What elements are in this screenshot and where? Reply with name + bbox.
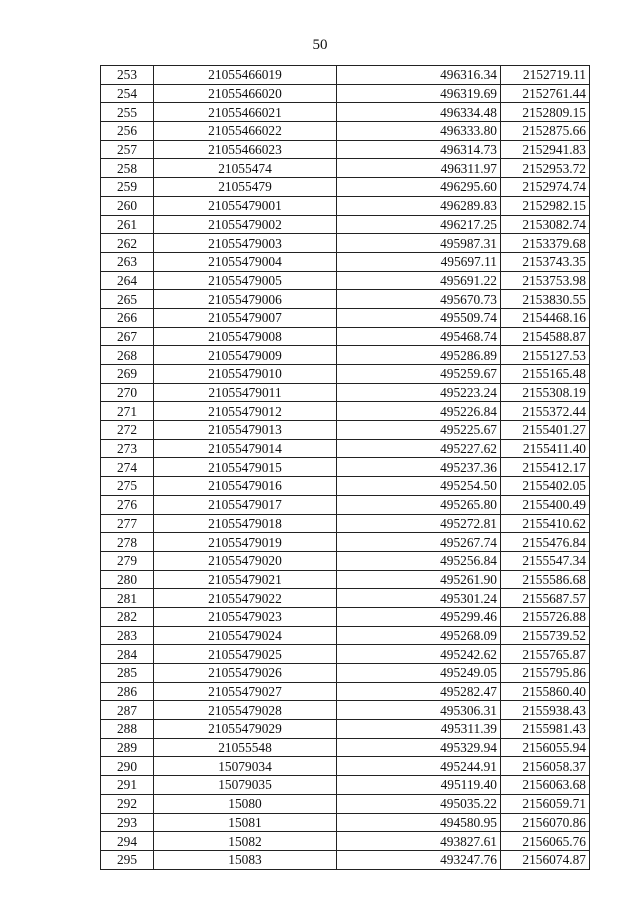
table-row (101, 122, 590, 141)
point-id-cell: 21055479010 (154, 365, 337, 384)
x-coordinate-cell: 495265.80 (337, 495, 501, 514)
x-coordinate-cell: 496319.69 (337, 84, 501, 103)
table-row (101, 234, 590, 253)
x-coordinate-cell: 493247.76 (337, 850, 501, 869)
point-id-cell: 21055479017 (154, 495, 337, 514)
row-number-cell: 272 (101, 421, 154, 440)
table-row (101, 495, 590, 514)
y-coordinate-cell: 2155765.87 (501, 645, 590, 664)
row-number-cell: 260 (101, 196, 154, 215)
x-coordinate-cell: 495509.74 (337, 308, 501, 327)
row-number-cell: 271 (101, 402, 154, 421)
table-row (101, 794, 590, 813)
y-coordinate-cell: 2153753.98 (501, 271, 590, 290)
y-coordinate-cell: 2156074.87 (501, 850, 590, 869)
point-id-cell: 21055479008 (154, 327, 337, 346)
row-number-cell: 261 (101, 215, 154, 234)
x-coordinate-cell: 495227.62 (337, 439, 501, 458)
row-number-cell: 259 (101, 178, 154, 197)
y-coordinate-cell: 2155795.86 (501, 664, 590, 683)
y-coordinate-cell: 2155739.52 (501, 626, 590, 645)
y-coordinate-cell: 2155308.19 (501, 383, 590, 402)
table-row (101, 664, 590, 683)
x-coordinate-cell: 495254.50 (337, 477, 501, 496)
x-coordinate-cell: 494580.95 (337, 813, 501, 832)
point-id-cell: 21055479020 (154, 551, 337, 570)
point-id-cell: 21055479002 (154, 215, 337, 234)
x-coordinate-cell: 495261.90 (337, 570, 501, 589)
table-row (101, 327, 590, 346)
x-coordinate-cell: 495268.09 (337, 626, 501, 645)
point-id-cell: 21055479021 (154, 570, 337, 589)
point-id-cell: 21055479029 (154, 720, 337, 739)
table-row (101, 252, 590, 271)
row-number-cell: 256 (101, 122, 154, 141)
point-id-cell: 21055479004 (154, 252, 337, 271)
row-number-cell: 258 (101, 159, 154, 178)
x-coordinate-cell: 495670.73 (337, 290, 501, 309)
y-coordinate-cell: 2152941.83 (501, 140, 590, 159)
row-number-cell: 276 (101, 495, 154, 514)
point-id-cell: 21055479019 (154, 533, 337, 552)
row-number-cell: 290 (101, 757, 154, 776)
y-coordinate-cell: 2155400.49 (501, 495, 590, 514)
table-row (101, 682, 590, 701)
x-coordinate-cell: 495329.94 (337, 738, 501, 757)
row-number-cell: 262 (101, 234, 154, 253)
y-coordinate-cell: 2153743.35 (501, 252, 590, 271)
x-coordinate-cell: 496333.80 (337, 122, 501, 141)
point-id-cell: 15079034 (154, 757, 337, 776)
x-coordinate-cell: 496314.73 (337, 140, 501, 159)
row-number-cell: 293 (101, 813, 154, 832)
row-number-cell: 284 (101, 645, 154, 664)
table-row (101, 645, 590, 664)
point-id-cell: 21055479011 (154, 383, 337, 402)
row-number-cell: 282 (101, 607, 154, 626)
x-coordinate-cell: 495301.24 (337, 589, 501, 608)
x-coordinate-cell: 496295.60 (337, 178, 501, 197)
point-id-cell: 21055479009 (154, 346, 337, 365)
point-id-cell: 21055466019 (154, 66, 337, 85)
row-number-cell: 266 (101, 308, 154, 327)
y-coordinate-cell: 2155411.40 (501, 439, 590, 458)
x-coordinate-cell: 495242.62 (337, 645, 501, 664)
row-number-cell: 264 (101, 271, 154, 290)
page-number: 50 (312, 37, 328, 53)
point-id-cell: 21055479027 (154, 682, 337, 701)
table-row (101, 738, 590, 757)
table-row (101, 813, 590, 832)
y-coordinate-cell: 2156065.76 (501, 832, 590, 851)
y-coordinate-cell: 2155412.17 (501, 458, 590, 477)
table-row (101, 626, 590, 645)
table-row (101, 103, 590, 122)
table-row (101, 757, 590, 776)
row-number-cell: 288 (101, 720, 154, 739)
table-row (101, 196, 590, 215)
table-row (101, 159, 590, 178)
y-coordinate-cell: 2153379.68 (501, 234, 590, 253)
y-coordinate-cell: 2152875.66 (501, 122, 590, 141)
x-coordinate-cell: 495035.22 (337, 794, 501, 813)
point-id-cell: 21055479015 (154, 458, 337, 477)
x-coordinate-cell: 495267.74 (337, 533, 501, 552)
table-row (101, 140, 590, 159)
point-id-cell: 21055479022 (154, 589, 337, 608)
point-id-cell: 21055479026 (154, 664, 337, 683)
y-coordinate-cell: 2156059.71 (501, 794, 590, 813)
table-row (101, 701, 590, 720)
table-row (101, 477, 590, 496)
row-number-cell: 269 (101, 365, 154, 384)
point-id-cell: 15080 (154, 794, 337, 813)
point-id-cell: 21055479007 (154, 308, 337, 327)
table-row (101, 271, 590, 290)
point-id-cell: 21055548 (154, 738, 337, 757)
y-coordinate-cell: 2155938.43 (501, 701, 590, 720)
table-row (101, 720, 590, 739)
y-coordinate-cell: 2152974.74 (501, 178, 590, 197)
y-coordinate-cell: 2152719.11 (501, 66, 590, 85)
y-coordinate-cell: 2155372.44 (501, 402, 590, 421)
y-coordinate-cell: 2155547.34 (501, 551, 590, 570)
point-id-cell: 21055479013 (154, 421, 337, 440)
x-coordinate-cell: 496217.25 (337, 215, 501, 234)
x-coordinate-cell: 495299.46 (337, 607, 501, 626)
point-id-cell: 21055479006 (154, 290, 337, 309)
row-number-cell: 283 (101, 626, 154, 645)
y-coordinate-cell: 2155981.43 (501, 720, 590, 739)
row-number-cell: 289 (101, 738, 154, 757)
row-number-cell: 287 (101, 701, 154, 720)
row-number-cell: 291 (101, 776, 154, 795)
y-coordinate-cell: 2152809.15 (501, 103, 590, 122)
x-coordinate-cell: 496289.83 (337, 196, 501, 215)
point-id-cell: 21055479012 (154, 402, 337, 421)
point-id-cell: 21055466020 (154, 84, 337, 103)
point-id-cell: 21055479014 (154, 439, 337, 458)
row-number-cell: 254 (101, 84, 154, 103)
row-number-cell: 270 (101, 383, 154, 402)
row-number-cell: 265 (101, 290, 154, 309)
coordinates-table (100, 65, 590, 870)
row-number-cell: 292 (101, 794, 154, 813)
x-coordinate-cell: 495226.84 (337, 402, 501, 421)
point-id-cell: 15079035 (154, 776, 337, 795)
point-id-cell: 21055474 (154, 159, 337, 178)
row-number-cell: 279 (101, 551, 154, 570)
table-row (101, 421, 590, 440)
row-number-cell: 278 (101, 533, 154, 552)
y-coordinate-cell: 2153082.74 (501, 215, 590, 234)
table-row (101, 346, 590, 365)
table-row (101, 215, 590, 234)
y-coordinate-cell: 2155687.57 (501, 589, 590, 608)
table-row (101, 551, 590, 570)
point-id-cell: 21055479003 (154, 234, 337, 253)
point-id-cell: 21055479 (154, 178, 337, 197)
point-id-cell: 15082 (154, 832, 337, 851)
table-row (101, 290, 590, 309)
y-coordinate-cell: 2155476.84 (501, 533, 590, 552)
x-coordinate-cell: 495286.89 (337, 346, 501, 365)
x-coordinate-cell: 495259.67 (337, 365, 501, 384)
x-coordinate-cell: 495244.91 (337, 757, 501, 776)
y-coordinate-cell: 2156070.86 (501, 813, 590, 832)
table-row (101, 776, 590, 795)
x-coordinate-cell: 495697.11 (337, 252, 501, 271)
row-number-cell: 280 (101, 570, 154, 589)
point-id-cell: 21055466022 (154, 122, 337, 141)
table-row (101, 570, 590, 589)
y-coordinate-cell: 2155402.05 (501, 477, 590, 496)
y-coordinate-cell: 2152953.72 (501, 159, 590, 178)
row-number-cell: 294 (101, 832, 154, 851)
y-coordinate-cell: 2155165.48 (501, 365, 590, 384)
x-coordinate-cell: 493827.61 (337, 832, 501, 851)
y-coordinate-cell: 2154468.16 (501, 308, 590, 327)
y-coordinate-cell: 2155401.27 (501, 421, 590, 440)
y-coordinate-cell: 2156058.37 (501, 757, 590, 776)
y-coordinate-cell: 2153830.55 (501, 290, 590, 309)
x-coordinate-cell: 496311.97 (337, 159, 501, 178)
y-coordinate-cell: 2155586.68 (501, 570, 590, 589)
row-number-cell: 263 (101, 252, 154, 271)
table-row (101, 589, 590, 608)
x-coordinate-cell: 495225.67 (337, 421, 501, 440)
y-coordinate-cell: 2152761.44 (501, 84, 590, 103)
point-id-cell: 21055479018 (154, 514, 337, 533)
table-row (101, 439, 590, 458)
row-number-cell: 273 (101, 439, 154, 458)
point-id-cell: 21055479025 (154, 645, 337, 664)
row-number-cell: 267 (101, 327, 154, 346)
table-row (101, 84, 590, 103)
x-coordinate-cell: 495987.31 (337, 234, 501, 253)
row-number-cell: 274 (101, 458, 154, 477)
x-coordinate-cell: 495311.39 (337, 720, 501, 739)
y-coordinate-cell: 2155860.40 (501, 682, 590, 701)
table-row (101, 365, 590, 384)
x-coordinate-cell: 495256.84 (337, 551, 501, 570)
table-row (101, 607, 590, 626)
y-coordinate-cell: 2152982.15 (501, 196, 590, 215)
row-number-cell: 257 (101, 140, 154, 159)
y-coordinate-cell: 2156055.94 (501, 738, 590, 757)
x-coordinate-cell: 495272.81 (337, 514, 501, 533)
y-coordinate-cell: 2156063.68 (501, 776, 590, 795)
point-id-cell: 21055479028 (154, 701, 337, 720)
x-coordinate-cell: 495282.47 (337, 682, 501, 701)
x-coordinate-cell: 495306.31 (337, 701, 501, 720)
point-id-cell: 15083 (154, 850, 337, 869)
x-coordinate-cell: 495119.40 (337, 776, 501, 795)
row-number-cell: 286 (101, 682, 154, 701)
row-number-cell: 295 (101, 850, 154, 869)
point-id-cell: 21055479016 (154, 477, 337, 496)
table-row (101, 514, 590, 533)
point-id-cell: 15081 (154, 813, 337, 832)
row-number-cell: 255 (101, 103, 154, 122)
table-row (101, 533, 590, 552)
table-row (101, 66, 590, 85)
table-body (101, 66, 590, 870)
point-id-cell: 21055466023 (154, 140, 337, 159)
x-coordinate-cell: 495468.74 (337, 327, 501, 346)
point-id-cell: 21055479023 (154, 607, 337, 626)
row-number-cell: 285 (101, 664, 154, 683)
y-coordinate-cell: 2155410.62 (501, 514, 590, 533)
y-coordinate-cell: 2155127.53 (501, 346, 590, 365)
point-id-cell: 21055479001 (154, 196, 337, 215)
x-coordinate-cell: 496316.34 (337, 66, 501, 85)
row-number-cell: 268 (101, 346, 154, 365)
x-coordinate-cell: 495691.22 (337, 271, 501, 290)
row-number-cell: 281 (101, 589, 154, 608)
x-coordinate-cell: 495223.24 (337, 383, 501, 402)
table-row (101, 402, 590, 421)
table-row (101, 832, 590, 851)
x-coordinate-cell: 495249.05 (337, 664, 501, 683)
table-row (101, 178, 590, 197)
y-coordinate-cell: 2155726.88 (501, 607, 590, 626)
point-id-cell: 21055479005 (154, 271, 337, 290)
row-number-cell: 253 (101, 66, 154, 85)
point-id-cell: 21055479024 (154, 626, 337, 645)
table-row (101, 850, 590, 869)
table-row (101, 383, 590, 402)
row-number-cell: 277 (101, 514, 154, 533)
point-id-cell: 21055466021 (154, 103, 337, 122)
table-row (101, 458, 590, 477)
table-row (101, 308, 590, 327)
row-number-cell: 275 (101, 477, 154, 496)
y-coordinate-cell: 2154588.87 (501, 327, 590, 346)
x-coordinate-cell: 496334.48 (337, 103, 501, 122)
x-coordinate-cell: 495237.36 (337, 458, 501, 477)
